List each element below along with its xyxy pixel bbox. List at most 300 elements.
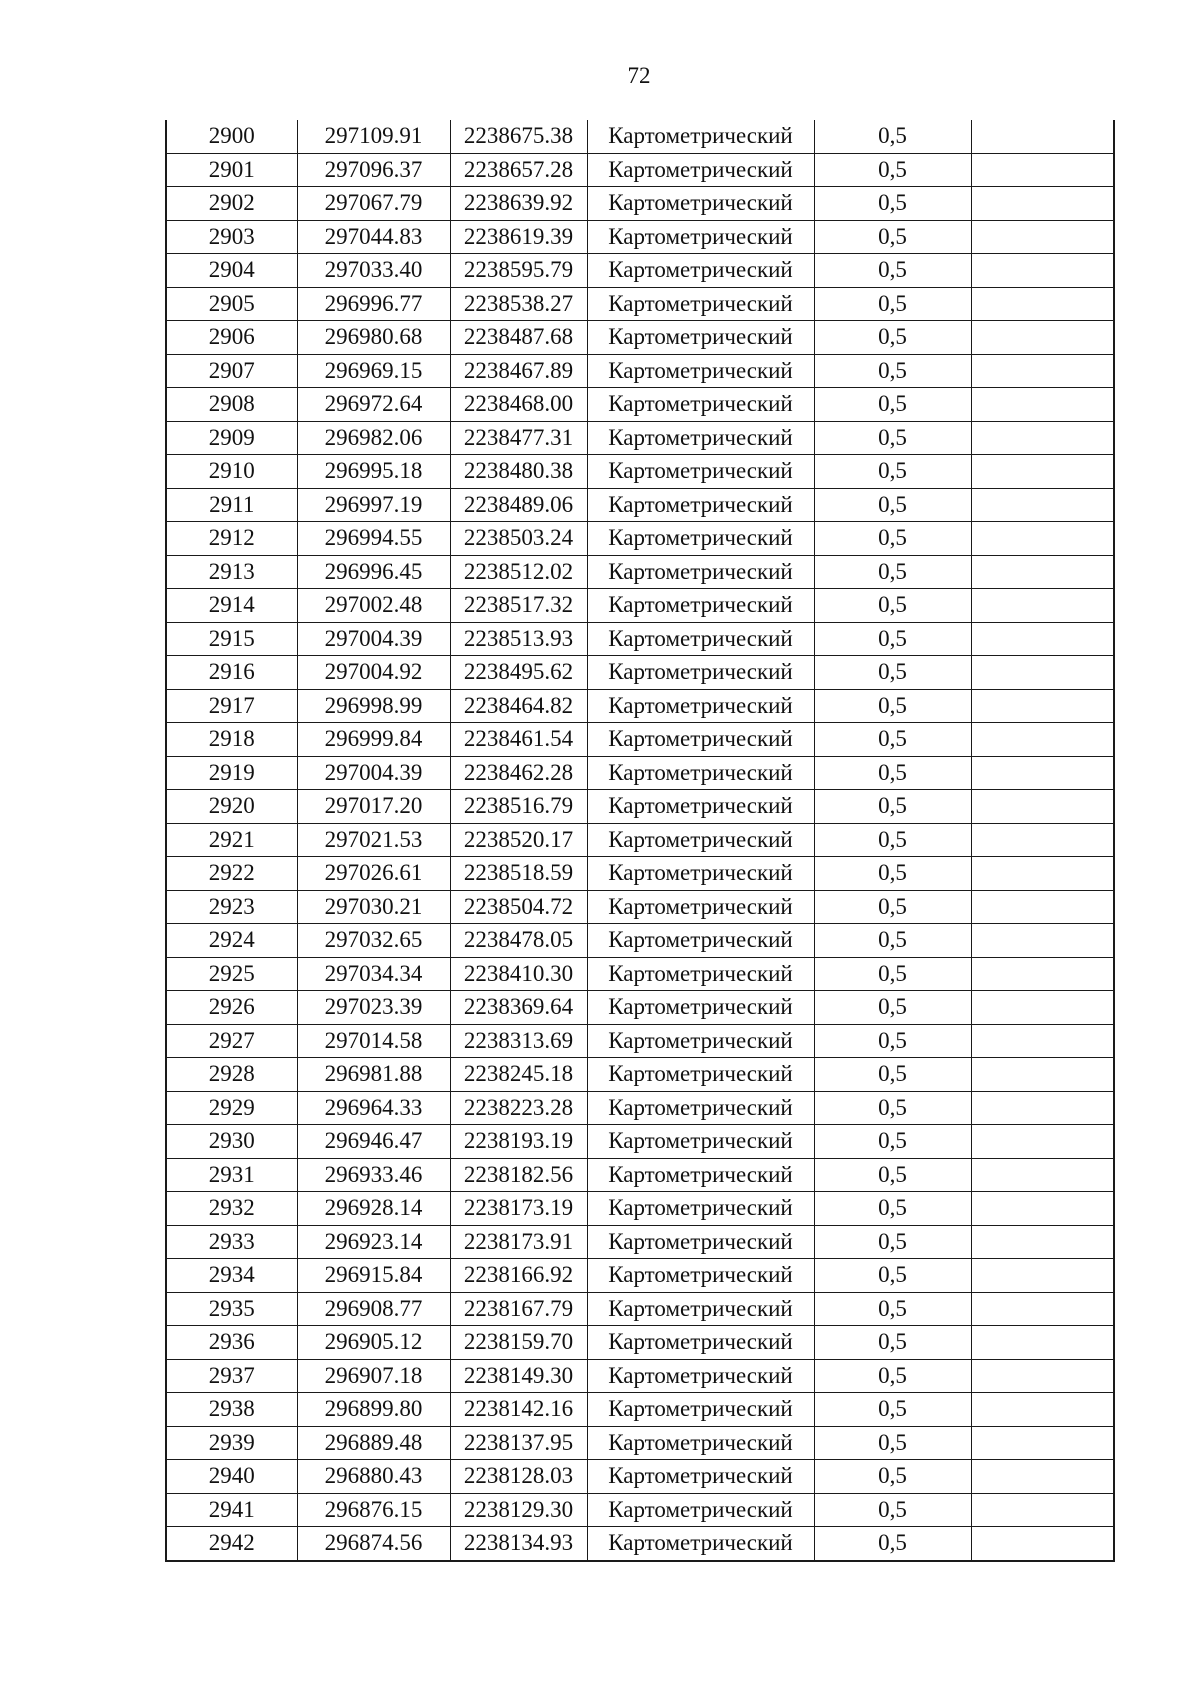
table-row: [166, 153, 1114, 187]
point-number-cell: 2902: [166, 187, 297, 221]
point-number-cell: 2937: [166, 1359, 297, 1393]
method-cell: Картометрический: [587, 120, 814, 153]
method-cell: Картометрический: [587, 790, 814, 824]
x-coordinate-cell: 296946.47: [297, 1125, 450, 1159]
x-coordinate-cell: 296928.14: [297, 1192, 450, 1226]
table-row: [166, 1493, 1114, 1527]
accuracy-cell: 0,5: [814, 1158, 971, 1192]
y-coordinate-cell: 2238462.28: [450, 756, 587, 790]
method-cell: Картометрический: [587, 756, 814, 790]
note-cell: [971, 153, 1114, 187]
method-cell: Картометрический: [587, 723, 814, 757]
y-coordinate-cell: 2238468.00: [450, 388, 587, 422]
y-coordinate-cell: 2238166.92: [450, 1259, 587, 1293]
x-coordinate-cell: 296915.84: [297, 1259, 450, 1293]
accuracy-cell: 0,5: [814, 488, 971, 522]
note-cell: [971, 890, 1114, 924]
note-cell: [971, 723, 1114, 757]
point-number-cell: 2906: [166, 321, 297, 355]
point-number-cell: 2904: [166, 254, 297, 288]
method-cell: Картометрический: [587, 1058, 814, 1092]
method-cell: Картометрический: [587, 1225, 814, 1259]
table-row: [166, 1393, 1114, 1427]
note-cell: [971, 388, 1114, 422]
table-row: [166, 656, 1114, 690]
note-cell: [971, 1158, 1114, 1192]
method-cell: Картометрический: [587, 1460, 814, 1494]
note-cell: [971, 287, 1114, 321]
accuracy-cell: 0,5: [814, 120, 971, 153]
y-coordinate-cell: 2238487.68: [450, 321, 587, 355]
method-cell: Картометрический: [587, 287, 814, 321]
coordinates-table-body: [166, 120, 1114, 1561]
point-number-cell: 2939: [166, 1426, 297, 1460]
note-cell: [971, 823, 1114, 857]
accuracy-cell: 0,5: [814, 1493, 971, 1527]
note-cell: [971, 790, 1114, 824]
x-coordinate-cell: 297004.39: [297, 756, 450, 790]
y-coordinate-cell: 2238516.79: [450, 790, 587, 824]
note-cell: [971, 991, 1114, 1025]
note-cell: [971, 1393, 1114, 1427]
table-row: [166, 756, 1114, 790]
note-cell: [971, 1125, 1114, 1159]
point-number-cell: 2923: [166, 890, 297, 924]
y-coordinate-cell: 2238129.30: [450, 1493, 587, 1527]
y-coordinate-cell: 2238461.54: [450, 723, 587, 757]
point-number-cell: 2940: [166, 1460, 297, 1494]
table-row: [166, 1527, 1114, 1561]
point-number-cell: 2905: [166, 287, 297, 321]
x-coordinate-cell: 296980.68: [297, 321, 450, 355]
method-cell: Картометрический: [587, 254, 814, 288]
note-cell: [971, 1426, 1114, 1460]
x-coordinate-cell: 297034.34: [297, 957, 450, 991]
note-cell: [971, 589, 1114, 623]
note-cell: [971, 656, 1114, 690]
point-number-cell: 2942: [166, 1527, 297, 1561]
method-cell: Картометрический: [587, 957, 814, 991]
table-row: [166, 1326, 1114, 1360]
note-cell: [971, 321, 1114, 355]
accuracy-cell: 0,5: [814, 1091, 971, 1125]
y-coordinate-cell: 2238313.69: [450, 1024, 587, 1058]
table-row: [166, 1024, 1114, 1058]
method-cell: Картометрический: [587, 622, 814, 656]
table-row: [166, 488, 1114, 522]
method-cell: Картометрический: [587, 488, 814, 522]
table-row: [166, 991, 1114, 1025]
x-coordinate-cell: 296964.33: [297, 1091, 450, 1125]
point-number-cell: 2938: [166, 1393, 297, 1427]
method-cell: Картометрический: [587, 1292, 814, 1326]
method-cell: Картометрический: [587, 187, 814, 221]
x-coordinate-cell: 296994.55: [297, 522, 450, 556]
y-coordinate-cell: 2238520.17: [450, 823, 587, 857]
accuracy-cell: 0,5: [814, 421, 971, 455]
accuracy-cell: 0,5: [814, 1125, 971, 1159]
x-coordinate-cell: 296876.15: [297, 1493, 450, 1527]
point-number-cell: 2903: [166, 220, 297, 254]
note-cell: [971, 756, 1114, 790]
point-number-cell: 2927: [166, 1024, 297, 1058]
y-coordinate-cell: 2238489.06: [450, 488, 587, 522]
x-coordinate-cell: 297109.91: [297, 120, 450, 153]
method-cell: Картометрический: [587, 1359, 814, 1393]
note-cell: [971, 120, 1114, 153]
table-row: [166, 287, 1114, 321]
x-coordinate-cell: 296995.18: [297, 455, 450, 489]
accuracy-cell: 0,5: [814, 220, 971, 254]
y-coordinate-cell: 2238410.30: [450, 957, 587, 991]
x-coordinate-cell: 297067.79: [297, 187, 450, 221]
y-coordinate-cell: 2238173.91: [450, 1225, 587, 1259]
x-coordinate-cell: 296996.77: [297, 287, 450, 321]
accuracy-cell: 0,5: [814, 287, 971, 321]
point-number-cell: 2912: [166, 522, 297, 556]
table-row: [166, 522, 1114, 556]
accuracy-cell: 0,5: [814, 857, 971, 891]
x-coordinate-cell: 296907.18: [297, 1359, 450, 1393]
note-cell: [971, 254, 1114, 288]
point-number-cell: 2907: [166, 354, 297, 388]
table-row: [166, 890, 1114, 924]
accuracy-cell: 0,5: [814, 321, 971, 355]
y-coordinate-cell: 2238467.89: [450, 354, 587, 388]
point-number-cell: 2916: [166, 656, 297, 690]
point-number-cell: 2918: [166, 723, 297, 757]
y-coordinate-cell: 2238245.18: [450, 1058, 587, 1092]
method-cell: Картометрический: [587, 1326, 814, 1360]
accuracy-cell: 0,5: [814, 1426, 971, 1460]
x-coordinate-cell: 297033.40: [297, 254, 450, 288]
x-coordinate-cell: 296981.88: [297, 1058, 450, 1092]
note-cell: [971, 1493, 1114, 1527]
note-cell: [971, 1527, 1114, 1561]
accuracy-cell: 0,5: [814, 522, 971, 556]
accuracy-cell: 0,5: [814, 991, 971, 1025]
x-coordinate-cell: 296998.99: [297, 689, 450, 723]
x-coordinate-cell: 297026.61: [297, 857, 450, 891]
method-cell: Картометрический: [587, 1259, 814, 1293]
point-number-cell: 2915: [166, 622, 297, 656]
point-number-cell: 2934: [166, 1259, 297, 1293]
method-cell: Картометрический: [587, 689, 814, 723]
table-row: [166, 1158, 1114, 1192]
note-cell: [971, 1292, 1114, 1326]
table-row: [166, 622, 1114, 656]
method-cell: Картометрический: [587, 924, 814, 958]
table-row: [166, 555, 1114, 589]
x-coordinate-cell: 296997.19: [297, 488, 450, 522]
method-cell: Картометрический: [587, 522, 814, 556]
point-number-cell: 2933: [166, 1225, 297, 1259]
table-row: [166, 455, 1114, 489]
point-number-cell: 2911: [166, 488, 297, 522]
x-coordinate-cell: 296889.48: [297, 1426, 450, 1460]
point-number-cell: 2935: [166, 1292, 297, 1326]
point-number-cell: 2919: [166, 756, 297, 790]
y-coordinate-cell: 2238504.72: [450, 890, 587, 924]
y-coordinate-cell: 2238149.30: [450, 1359, 587, 1393]
table-row: [166, 790, 1114, 824]
table-row: [166, 187, 1114, 221]
point-number-cell: 2922: [166, 857, 297, 891]
x-coordinate-cell: 296969.15: [297, 354, 450, 388]
note-cell: [971, 1259, 1114, 1293]
table-row: [166, 957, 1114, 991]
y-coordinate-cell: 2238513.93: [450, 622, 587, 656]
method-cell: Картометрический: [587, 1493, 814, 1527]
accuracy-cell: 0,5: [814, 823, 971, 857]
table-row: [166, 1091, 1114, 1125]
y-coordinate-cell: 2238478.05: [450, 924, 587, 958]
point-number-cell: 2941: [166, 1493, 297, 1527]
y-coordinate-cell: 2238619.39: [450, 220, 587, 254]
accuracy-cell: 0,5: [814, 589, 971, 623]
accuracy-cell: 0,5: [814, 622, 971, 656]
accuracy-cell: 0,5: [814, 1225, 971, 1259]
x-coordinate-cell: 296996.45: [297, 555, 450, 589]
point-number-cell: 2920: [166, 790, 297, 824]
y-coordinate-cell: 2238142.16: [450, 1393, 587, 1427]
method-cell: Картометрический: [587, 857, 814, 891]
accuracy-cell: 0,5: [814, 790, 971, 824]
x-coordinate-cell: 296874.56: [297, 1527, 450, 1561]
y-coordinate-cell: 2238517.32: [450, 589, 587, 623]
point-number-cell: 2926: [166, 991, 297, 1025]
table-row: [166, 254, 1114, 288]
y-coordinate-cell: 2238137.95: [450, 1426, 587, 1460]
note-cell: [971, 1058, 1114, 1092]
note-cell: [971, 622, 1114, 656]
table-row: [166, 1259, 1114, 1293]
table-row: [166, 1192, 1114, 1226]
point-number-cell: 2925: [166, 957, 297, 991]
note-cell: [971, 1460, 1114, 1494]
method-cell: Картометрический: [587, 1091, 814, 1125]
point-number-cell: 2928: [166, 1058, 297, 1092]
method-cell: Картометрический: [587, 991, 814, 1025]
accuracy-cell: 0,5: [814, 1024, 971, 1058]
note-cell: [971, 354, 1114, 388]
note-cell: [971, 187, 1114, 221]
accuracy-cell: 0,5: [814, 187, 971, 221]
page-number: 72: [627, 63, 651, 88]
y-coordinate-cell: 2238128.03: [450, 1460, 587, 1494]
x-coordinate-cell: 296899.80: [297, 1393, 450, 1427]
table-row: [166, 924, 1114, 958]
accuracy-cell: 0,5: [814, 1527, 971, 1561]
y-coordinate-cell: 2238675.38: [450, 120, 587, 153]
y-coordinate-cell: 2238538.27: [450, 287, 587, 321]
point-number-cell: 2931: [166, 1158, 297, 1192]
y-coordinate-cell: 2238595.79: [450, 254, 587, 288]
note-cell: [971, 1359, 1114, 1393]
x-coordinate-cell: 297021.53: [297, 823, 450, 857]
table-row: [166, 689, 1114, 723]
note-cell: [971, 488, 1114, 522]
method-cell: Картометрический: [587, 321, 814, 355]
point-number-cell: 2921: [166, 823, 297, 857]
y-coordinate-cell: 2238480.38: [450, 455, 587, 489]
table-row: [166, 388, 1114, 422]
point-number-cell: 2929: [166, 1091, 297, 1125]
y-coordinate-cell: 2238167.79: [450, 1292, 587, 1326]
x-coordinate-cell: 296923.14: [297, 1225, 450, 1259]
table-row: [166, 1460, 1114, 1494]
x-coordinate-cell: 296905.12: [297, 1326, 450, 1360]
method-cell: Картометрический: [587, 1125, 814, 1159]
x-coordinate-cell: 297002.48: [297, 589, 450, 623]
y-coordinate-cell: 2238464.82: [450, 689, 587, 723]
x-coordinate-cell: 297032.65: [297, 924, 450, 958]
y-coordinate-cell: 2238477.31: [450, 421, 587, 455]
note-cell: [971, 1024, 1114, 1058]
point-number-cell: 2936: [166, 1326, 297, 1360]
accuracy-cell: 0,5: [814, 254, 971, 288]
x-coordinate-cell: 297044.83: [297, 220, 450, 254]
method-cell: Картометрический: [587, 1158, 814, 1192]
method-cell: Картометрический: [587, 890, 814, 924]
method-cell: Картометрический: [587, 1192, 814, 1226]
x-coordinate-cell: 297030.21: [297, 890, 450, 924]
accuracy-cell: 0,5: [814, 1359, 971, 1393]
x-coordinate-cell: 296999.84: [297, 723, 450, 757]
point-number-cell: 2932: [166, 1192, 297, 1226]
x-coordinate-cell: 297023.39: [297, 991, 450, 1025]
table-row: [166, 1359, 1114, 1393]
method-cell: Картометрический: [587, 153, 814, 187]
table-row: [166, 120, 1114, 153]
y-coordinate-cell: 2238512.02: [450, 555, 587, 589]
y-coordinate-cell: 2238639.92: [450, 187, 587, 221]
note-cell: [971, 455, 1114, 489]
note-cell: [971, 957, 1114, 991]
note-cell: [971, 1091, 1114, 1125]
accuracy-cell: 0,5: [814, 1326, 971, 1360]
table-row: [166, 823, 1114, 857]
x-coordinate-cell: 296972.64: [297, 388, 450, 422]
accuracy-cell: 0,5: [814, 756, 971, 790]
y-coordinate-cell: 2238495.62: [450, 656, 587, 690]
table-row: [166, 589, 1114, 623]
method-cell: Картометрический: [587, 354, 814, 388]
x-coordinate-cell: 297004.39: [297, 622, 450, 656]
point-number-cell: 2910: [166, 455, 297, 489]
table-row: [166, 1058, 1114, 1092]
table-row: [166, 723, 1114, 757]
note-cell: [971, 1192, 1114, 1226]
accuracy-cell: 0,5: [814, 924, 971, 958]
note-cell: [971, 522, 1114, 556]
method-cell: Картометрический: [587, 1024, 814, 1058]
table-row: [166, 1125, 1114, 1159]
y-coordinate-cell: 2238134.93: [450, 1527, 587, 1561]
point-number-cell: 2900: [166, 120, 297, 153]
x-coordinate-cell: 296982.06: [297, 421, 450, 455]
y-coordinate-cell: 2238657.28: [450, 153, 587, 187]
point-number-cell: 2930: [166, 1125, 297, 1159]
point-number-cell: 2909: [166, 421, 297, 455]
method-cell: Картометрический: [587, 220, 814, 254]
table-row: [166, 354, 1114, 388]
table-row: [166, 857, 1114, 891]
table-row: [166, 220, 1114, 254]
y-coordinate-cell: 2238223.28: [450, 1091, 587, 1125]
point-number-cell: 2901: [166, 153, 297, 187]
table-row: [166, 1426, 1114, 1460]
y-coordinate-cell: 2238159.70: [450, 1326, 587, 1360]
point-number-cell: 2917: [166, 689, 297, 723]
accuracy-cell: 0,5: [814, 957, 971, 991]
accuracy-cell: 0,5: [814, 1058, 971, 1092]
accuracy-cell: 0,5: [814, 723, 971, 757]
method-cell: Картометрический: [587, 656, 814, 690]
method-cell: Картометрический: [587, 388, 814, 422]
note-cell: [971, 857, 1114, 891]
x-coordinate-cell: 297096.37: [297, 153, 450, 187]
accuracy-cell: 0,5: [814, 555, 971, 589]
y-coordinate-cell: 2238503.24: [450, 522, 587, 556]
method-cell: Картометрический: [587, 1426, 814, 1460]
x-coordinate-cell: 296933.46: [297, 1158, 450, 1192]
point-number-cell: 2914: [166, 589, 297, 623]
point-number-cell: 2908: [166, 388, 297, 422]
note-cell: [971, 689, 1114, 723]
x-coordinate-cell: 296880.43: [297, 1460, 450, 1494]
method-cell: Картометрический: [587, 455, 814, 489]
point-number-cell: 2924: [166, 924, 297, 958]
y-coordinate-cell: 2238518.59: [450, 857, 587, 891]
note-cell: [971, 220, 1114, 254]
y-coordinate-cell: 2238173.19: [450, 1192, 587, 1226]
note-cell: [971, 555, 1114, 589]
note-cell: [971, 1225, 1114, 1259]
point-number-cell: 2913: [166, 555, 297, 589]
x-coordinate-cell: 297014.58: [297, 1024, 450, 1058]
accuracy-cell: 0,5: [814, 1292, 971, 1326]
note-cell: [971, 924, 1114, 958]
method-cell: Картометрический: [587, 1527, 814, 1561]
note-cell: [971, 1326, 1114, 1360]
table-row: [166, 421, 1114, 455]
y-coordinate-cell: 2238182.56: [450, 1158, 587, 1192]
table-row: [166, 1225, 1114, 1259]
note-cell: [971, 421, 1114, 455]
accuracy-cell: 0,5: [814, 388, 971, 422]
coordinates-table: [165, 120, 1115, 1562]
table-row: [166, 321, 1114, 355]
y-coordinate-cell: 2238369.64: [450, 991, 587, 1025]
x-coordinate-cell: 297017.20: [297, 790, 450, 824]
accuracy-cell: 0,5: [814, 1192, 971, 1226]
accuracy-cell: 0,5: [814, 153, 971, 187]
accuracy-cell: 0,5: [814, 1259, 971, 1293]
accuracy-cell: 0,5: [814, 354, 971, 388]
accuracy-cell: 0,5: [814, 1393, 971, 1427]
accuracy-cell: 0,5: [814, 1460, 971, 1494]
method-cell: Картометрический: [587, 555, 814, 589]
method-cell: Картометрический: [587, 823, 814, 857]
method-cell: Картометрический: [587, 421, 814, 455]
method-cell: Картометрический: [587, 589, 814, 623]
accuracy-cell: 0,5: [814, 689, 971, 723]
x-coordinate-cell: 297004.92: [297, 656, 450, 690]
table-row: [166, 1292, 1114, 1326]
accuracy-cell: 0,5: [814, 890, 971, 924]
y-coordinate-cell: 2238193.19: [450, 1125, 587, 1159]
